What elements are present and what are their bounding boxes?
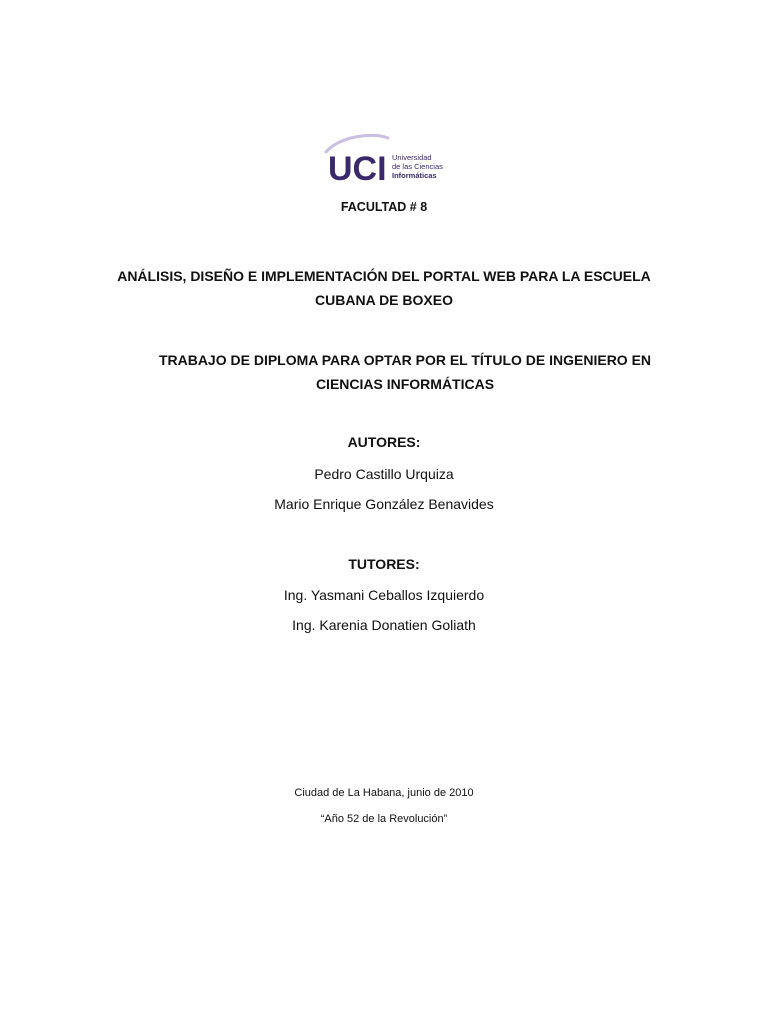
logo-line-3: Informáticas xyxy=(392,171,437,180)
tutor-name: Ing. Karenia Donatien Goliath xyxy=(292,617,476,633)
faculty-label: FACULTAD # 8 xyxy=(340,200,428,214)
tutors-heading: TUTORES: xyxy=(348,556,420,572)
logo-wordmark: UCI xyxy=(328,150,387,184)
tutor-name: Ing. Yasmani Ceballos Izquierdo xyxy=(283,587,485,603)
author-name: Pedro Castillo Urquiza xyxy=(314,466,454,482)
thesis-subtitle: TRABAJO DE DIPLOMA PARA OPTAR POR EL TÍTULO DE INGENIERO EN CIENCIAS INFORMÁTICAS xyxy=(158,352,652,392)
place-date: Ciudad de La Habana, junio de 2010 xyxy=(294,787,474,799)
logo-line-2: de las Ciencias xyxy=(392,162,443,171)
uci-logo-graphic xyxy=(318,132,458,184)
logo-line-1: Universidad xyxy=(392,153,432,162)
thesis-title: ANÁLISIS, DISEÑO E IMPLEMENTACIÓN DEL PORTAL WEB PARA LA ESCUELA CUBANA DE BOXEO xyxy=(117,268,651,308)
uci-logo xyxy=(318,132,458,184)
motto: “Año 52 de la Revolución” xyxy=(320,813,448,825)
author-name: Mario Enrique González Benavides xyxy=(274,496,494,512)
authors-heading: AUTORES: xyxy=(347,434,421,450)
